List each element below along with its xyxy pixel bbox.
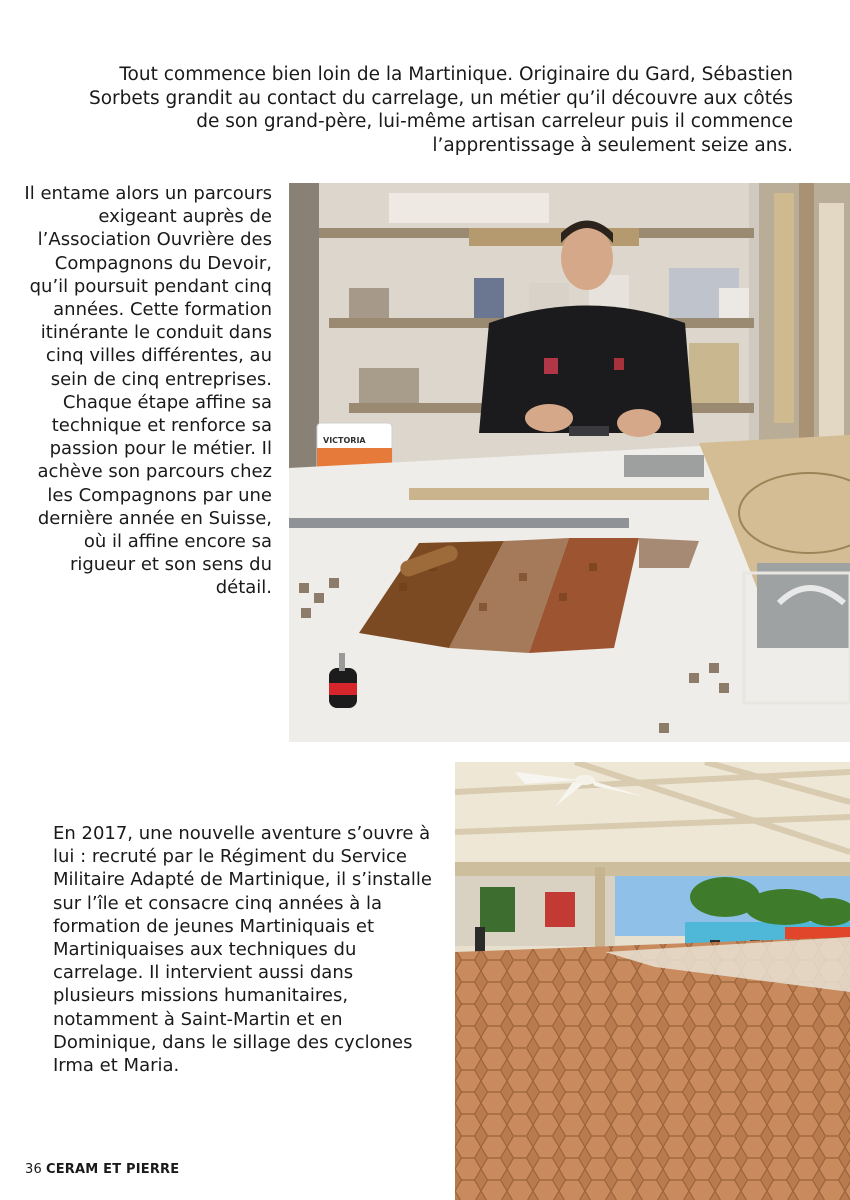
page-footer bbox=[25, 1162, 179, 1177]
terrace-illustration bbox=[455, 762, 850, 1200]
page-number: 36 bbox=[25, 1162, 42, 1177]
mosaic-workshop-photo bbox=[289, 183, 850, 742]
intro-paragraph: Tout commence bien loin de la Martinique. Originaire du Gard, Sébastien Sorbets grandit au contact du carrelage, un métier qu’il découvre aux côtés de son grand-père, lui-même artisan carreleur puis il commence l’apprentissage à seulement seize ans. bbox=[88, 64, 793, 156]
bucket-brand: VICTORIA bbox=[323, 436, 366, 445]
martinique-paragraph: En 2017, une nouvelle aventure s’ouvre à lui : recruté par le Régiment du Service Militaire Adapté de Martinique, il s’installe sur l’île et consacre cinq années à la formation de jeunes Martiniquais et Martiniquaises aux techniques du carrelage. Il intervient aussi dans plusieurs missions humanitaires, notamment à Saint-Martin et en Dominique, dans le sillage des cyclones Irma et Maria. bbox=[53, 823, 432, 1077]
magazine-name: CERAM ET PIERRE bbox=[45, 1162, 180, 1177]
compagnons-paragraph: Il entame alors un parcours exigeant auprès de l’Association Ouvrière des Compagnons du Devoir, qu’il poursuit pendant cinq années. Cette formation itinérante le conduit dans cinq villes différentes, au sein de cinq entreprises. Chaque étape affine sa technique et renforce sa passion pour le métier. Il achève son parcours chez les Compagnons par une dernière année en Suisse, où il affine encore sa rigueur et son sens du détail. bbox=[24, 183, 272, 599]
tiled-terrace-photo bbox=[455, 762, 850, 1200]
workshop-illustration bbox=[289, 183, 850, 742]
